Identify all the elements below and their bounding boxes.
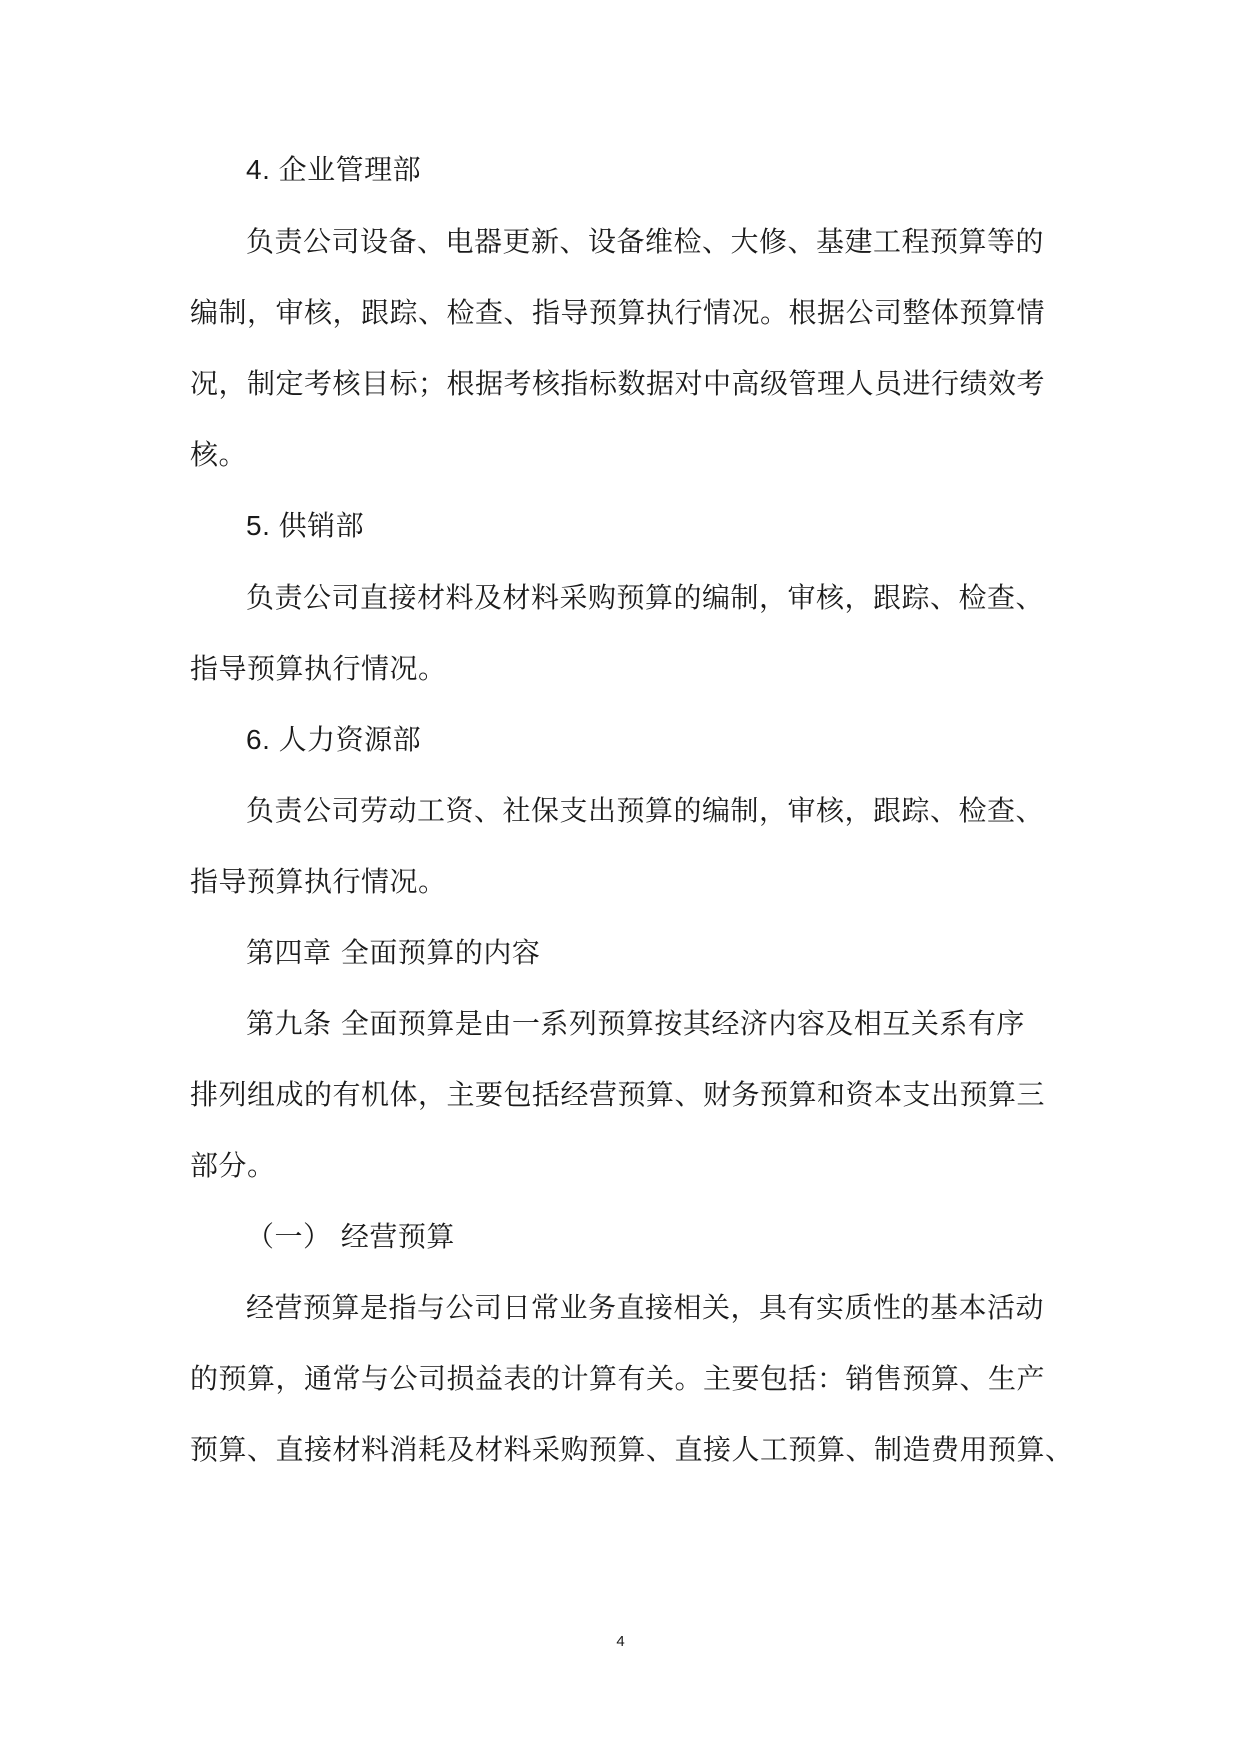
paragraph-line: 况，制定考核目标；根据考核指标数据对中高级管理人员进行绩效考: [190, 367, 1046, 400]
paragraph-line: 第九条 全面预算是由一系列预算按其经济内容及相互关系有序: [246, 1007, 1025, 1040]
paragraph-line: 负责公司设备、电器更新、设备维检、大修、基建工程预算等的: [246, 225, 1045, 258]
section-heading-supply-sales: 5. 供销部: [246, 510, 365, 541]
paragraph-line: 指导预算执行情况。: [190, 652, 447, 685]
page-number: 4: [616, 1633, 625, 1650]
paragraph-line: 部分。: [190, 1149, 276, 1182]
paragraph-line: 的预算，通常与公司损益表的计算有关。主要包括：销售预算、生产: [190, 1362, 1046, 1395]
paragraph-line: 编制，审核，跟踪、检查、指导预算执行情况。根据公司整体预算情: [190, 296, 1046, 329]
paragraph-line: 预算、直接材料消耗及材料采购预算、直接人工预算、制造费用预算、: [190, 1433, 1074, 1466]
subsection-heading: （一） 经营预算: [246, 1220, 455, 1253]
paragraph-line: 负责公司直接材料及材料采购预算的编制，审核，跟踪、检查、: [246, 581, 1045, 614]
paragraph-line: 核。: [190, 438, 248, 471]
chapter-heading: 第四章 全面预算的内容: [246, 936, 541, 969]
section-heading-enterprise-management: 4. 企业管理部: [246, 154, 422, 185]
paragraph-line: 排列组成的有机体，主要包括经营预算、财务预算和资本支出预算三: [190, 1078, 1046, 1111]
section-heading-human-resources: 6. 人力资源部: [246, 724, 422, 755]
paragraph-line: 指导预算执行情况。: [190, 865, 447, 898]
paragraph-line: 负责公司劳动工资、社保支出预算的编制，审核，跟踪、检查、: [246, 794, 1045, 827]
paragraph-line: 经营预算是指与公司日常业务直接相关，具有实质性的基本活动: [246, 1291, 1045, 1324]
